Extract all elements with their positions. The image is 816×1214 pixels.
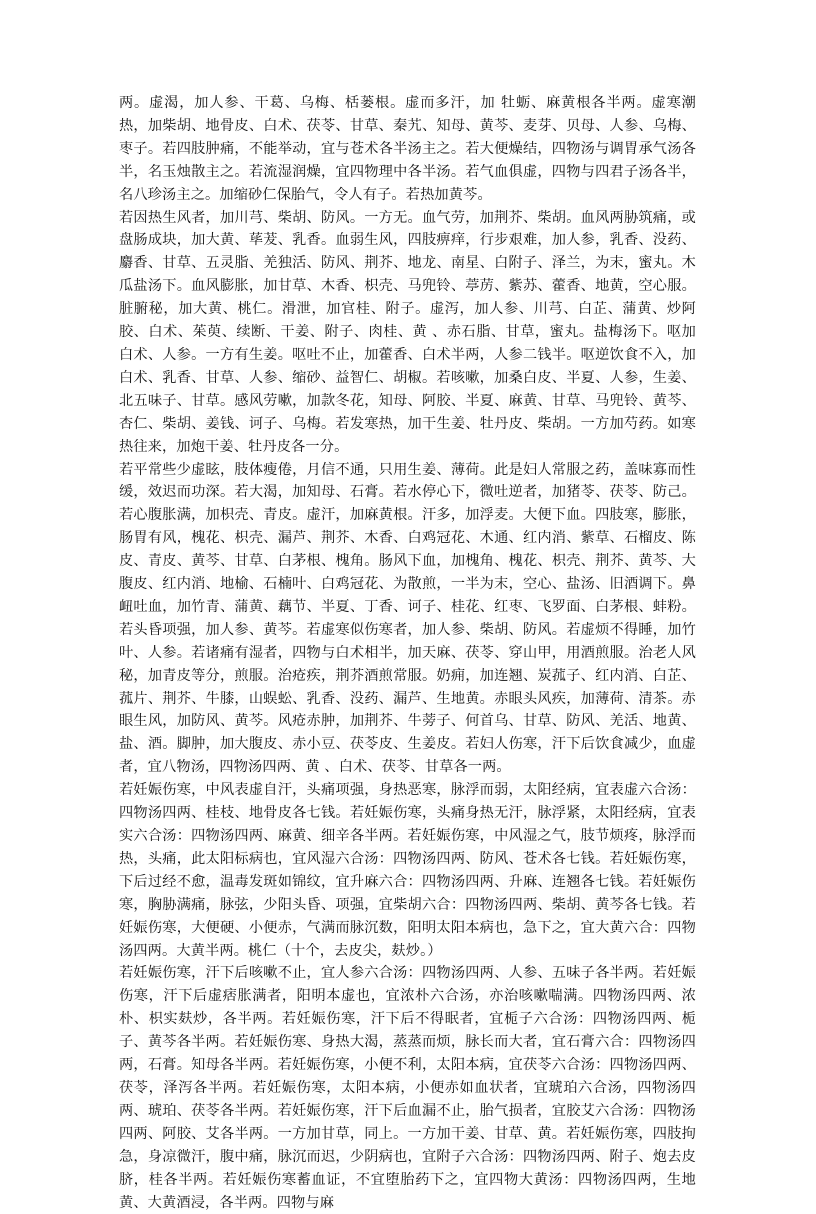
paragraph: 若妊娠伤寒，汗下后咳嗽不止，宜人参六合汤：四物汤四两、人参、五味子各半两。若妊娠伤寒，汗下后虚痞胀满者，阳明本虚也，宜浓朴六合汤，亦治咳嗽喘满。四物汤四两、浓朴、枳实麸炒，各半两。若妊娠伤寒，汗下后不得眠者，宜栀子六合汤：四物汤四两、栀子、黄芩各半两。若妊娠伤寒、身热大渴，蒸蒸而烦，脉长而大者，宜石膏六合：四物汤四两，石膏。知母各半两。若妊娠伤寒，小便不利，太阳本病，宜茯苓六合汤：四物汤四两、茯苓，泽泻各半两。若妊娠伤寒，太阳本病，小便赤如血状者，宜琥珀六合汤，四物汤四两、琥珀、茯苓各半两。若妊娠伤寒，汗下后血漏不止，胎气损者，宜胶艾六合汤：四物汤四两、阿胶、艾各半两。一方加甘草，同上。一方加干姜、甘草、黄。若妊娠伤寒，四肢拘急，身凉微汗，腹中痛，脉沉而迟，少阴病也，宜附子六合汤：四物汤四两、附子、炮去皮脐，桂各半两。若妊娠伤寒蓄血证，不宜堕胎药下之，宜四物大黄汤：四物汤四两，生地黄、大黄酒浸，各半两。四物与麻	[119, 965, 696, 1211]
paragraph: 若平常些少虚眩，肢体瘦倦，月信不通，只用生姜、薄荷。此是妇人常服之药，盖味寡而性缓，效迟而功深。若大渴，加知母、石膏。若水停心下，微吐逆者，加猪苓、茯苓、防己。若心腹胀满，加枳壳、青皮。虚汗，加麻黄根。汗多，加浮麦。大便下血。四肢寒，膨胀，肠胃有风，槐花、枳壳、漏芦、荆芥、木香、白鸡冠花、木通、红内消、紫草、石榴皮、陈皮、青皮、黄芩、甘草、白茅根、槐角。肠风下血，加槐角、槐花、枳壳、荆芥、黄芩、大腹皮、红内消、地榆、石楠叶、白鸡冠花、为散煎，一半为末，空心、盐汤、旧酒调下。鼻衄吐血，加竹青、蒲黄、藕节、半夏、丁香、诃子、桂花、红枣、飞罗面、白茅根、蚌粉。若头昏项强，加人参、黄芩。若虚寒似伤寒者，加人参、柴胡、防风。若虚烦不得睡，加竹叶、人参。若诸痛有湿者，四物与白术相半，加天麻、茯苓、穿山甲，用酒煎服。治老人风秘，加青皮等分，煎服。治疮疾，荆芥酒煎常服。奶痈，加连翘、炭菰子、红内消、白芷、菰片、荆芥、牛膝，山蜈蚣、乳香、没药、漏芦、生地黄。赤眼头风疾，加薄荷、清茶。赤眼生风，加防风、黄芩。风疮赤肿，加荆芥、牛蒡子、何首乌、甘草、防风、羌活、地黄、盐、酒。脚肿，加大腹皮、赤小豆、茯苓皮、生姜皮。若妇人伤寒，汗下后饮食减少，血虚者，宜八物汤，四物汤四两、黄 、白术、茯苓、甘草各一两。	[119, 461, 696, 776]
paragraph: 两。虚渴，加人参、干葛、乌梅、栝蒌根。虚而多汗，加 牡蛎、麻黄根各半两。虚寒潮热，加柴胡、地骨皮、白术、茯苓、甘草、秦艽、知母、黄芩、麦芽、贝母、人参、乌梅、枣子。若四肢肿痛，不能举动，宜与苍术各半汤主之。若大便燥结，四物汤与调胃承气汤各半，名玉烛散主之。若流湿润燥，宜四物理中各半汤。若气血俱虚，四物与四君子汤各半，名八珍汤主之。加缩砂仁保胎气，令人有子。若热加黄芩。	[119, 95, 696, 203]
paragraph: 若因热生风者，加川芎、柴胡、防风。一方无。血气劳，加荆芥、柴胡。血风两胁筑痛，或盘肠成块，加大黄、荜茇、乳香。血弱生风，四肢痹痒，行步艰难，加人参，乳香、没药、麝香、甘草、五灵脂、羌独活、防风、荆芥、地龙、南星、白附子、泽兰，为末，蜜丸。木瓜盐汤下。血风膨胀，加甘草、木香、枳壳、马兜铃、葶苈、紫苏、藿香、地黄，空心服。脏腑秘，加大黄、桃仁。滑泄，加官桂、附子。虚泻，加人参、川芎、白芷、蒲黄、炒阿胶、白术、茱萸、续断、干姜、附子、肉桂、黄 、赤石脂、甘草，蜜丸。盐梅汤下。呕加白术、人参。一方有生姜。呕吐不止，加藿香、白术半两，人参二钱半。呕逆饮食不入，加白术、乳香、甘草、人参、缩砂、益智仁、胡椒。若咳嗽，加桑白皮、半夏、人参，生姜、北五味子、甘草。感风劳嗽，加款冬花，知母、阿胶、半夏、麻黄、甘草、马兜铃、黄芩、杏仁、柴胡、姜钱、诃子、乌梅。若发寒热，加干生姜、牡丹皮、柴胡。一方加芍药。如寒热往来，加炮干姜、牡丹皮各一分。	[119, 209, 696, 455]
paragraph: 若妊娠伤寒，中风表虚自汗，头痛项强，身热恶寒，脉浮而弱，太阳经病，宜表虚六合汤：四物汤四两、桂枝、地骨皮各七钱。若妊娠伤寒，头痛身热无汗，脉浮紧，太阳经病，宜表实六合汤：四物汤四两、麻黄、细辛各半两。若妊娠伤寒，中风湿之气，肢节烦疼，脉浮而热，头痛，此太阳标病也，宜风湿六合汤：四物汤四两、防风、苍术各七钱。若妊娠伤寒，下后过经不愈，温毒发斑如锦纹，宜升麻六合：四物汤四两、升麻、连翘各七钱。若妊娠伤寒，胸胁满痛，脉弦，少阳头昏、项强，宜柴胡六合：四物汤四两、柴胡、黄芩各七钱。若妊娠伤寒，大便硬、小便赤，气满而脉沉数，阳明太阳本病也，急下之，宜大黄六合：四物汤四两。大黄半两。桃仁（十个，去皮尖，麸炒。）	[119, 782, 696, 959]
body-text	[119, 92, 696, 1214]
